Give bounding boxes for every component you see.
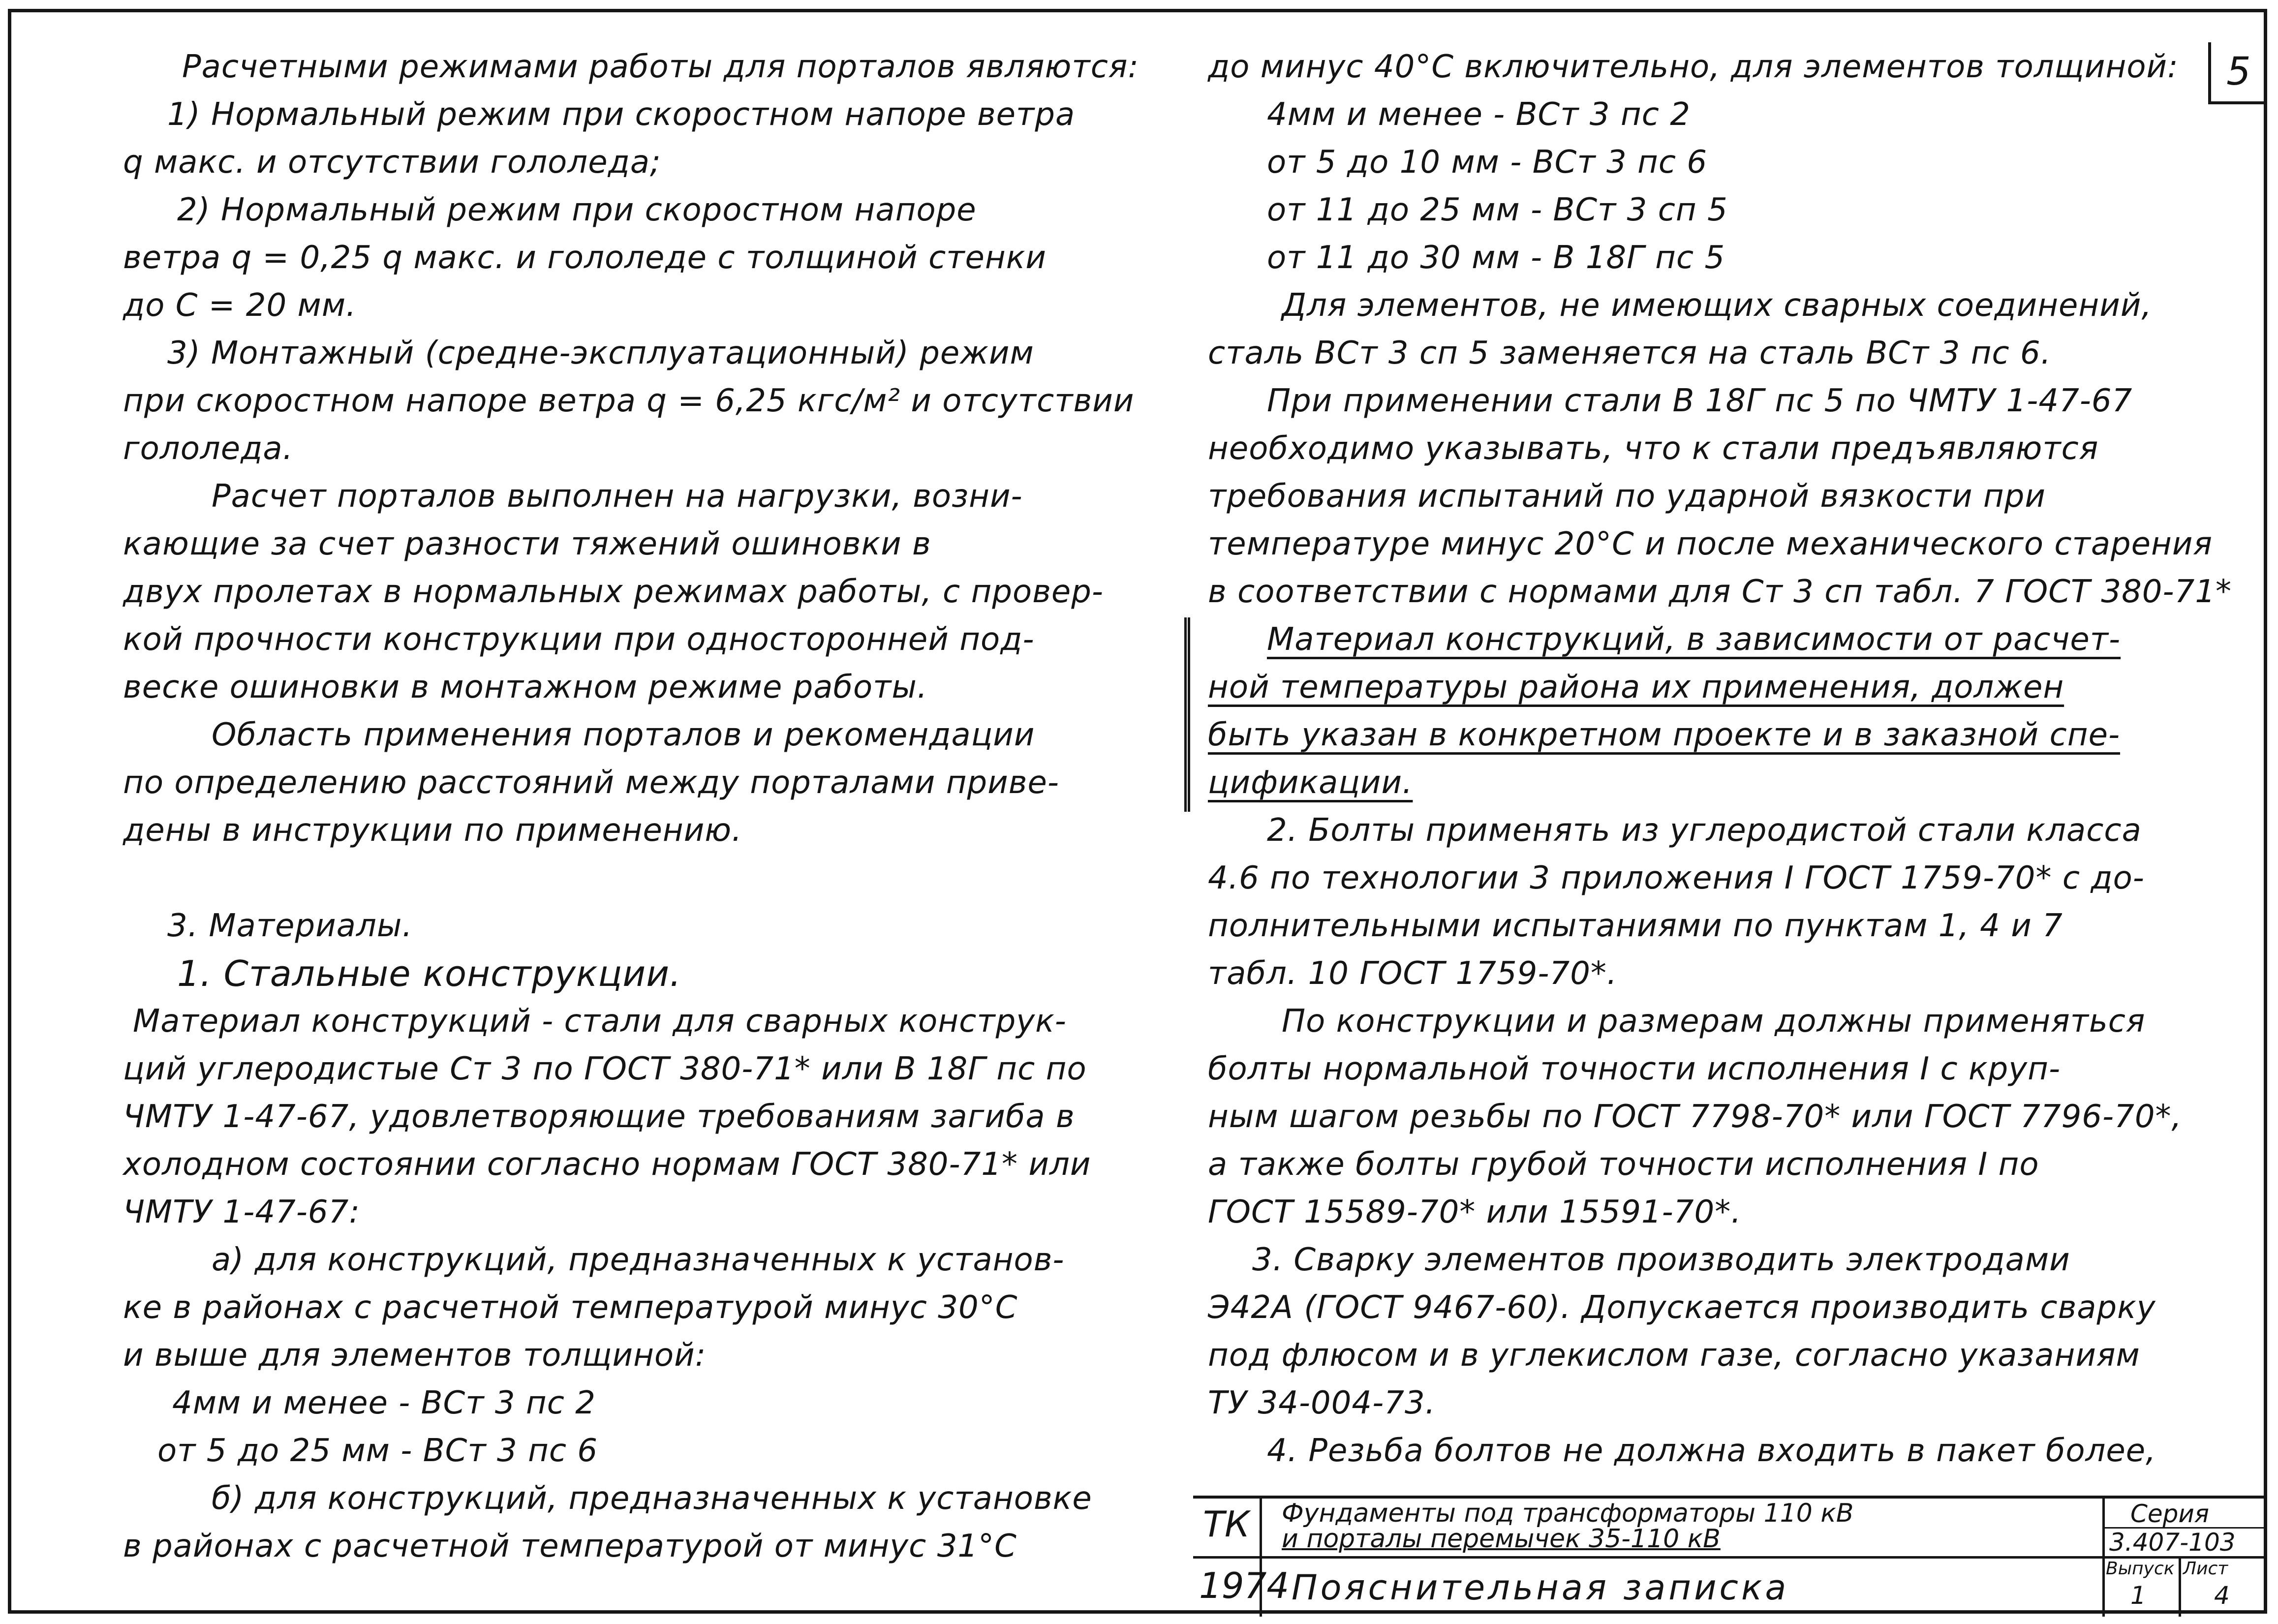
text-line: температуре минус 20°С и после механического старения [1208, 526, 2213, 562]
text-line: Расчет порталов выполнен на нагрузки, возни- [212, 478, 1023, 515]
sheet-label: Лист [2183, 1559, 2228, 1579]
text-line: кой прочности конструкции при односторонней под- [123, 621, 1035, 658]
text-line: Для элементов, не имеющих сварных соединений, [1282, 287, 2152, 324]
document-title: Фундаменты под трансформаторы 110 кВ [1282, 1499, 1854, 1528]
title-block [1193, 1496, 2267, 1614]
text-line: ке в районах с расчетной температурой минус 30°С [123, 1289, 1018, 1326]
text-line: холодном состоянии согласно нормам ГОСТ 380-71* или [123, 1146, 1091, 1183]
text-line: ТУ 34-004-73. [1208, 1385, 1436, 1421]
text-line: гололеда. [123, 430, 293, 467]
title-block-divider [2102, 1499, 2105, 1617]
text-line: Э42А (ГОСТ 9467-60). Допускается производить сварку [1208, 1289, 2156, 1326]
text-line: и выше для элементов толщиной: [123, 1337, 707, 1374]
text-line: По конструкции и размерам должны применяться [1282, 1003, 2146, 1040]
text-line: ным шагом резьбы по ГОСТ 7798-70* или ГОСТ 7796-70*, [1208, 1099, 2182, 1135]
text-line: от 11 до 25 мм - ВСт 3 сп 5 [1267, 192, 1728, 228]
text-line: Материал конструкций - стали для сварных конструк- [133, 1003, 1067, 1040]
text-line: требования испытаний по ударной вязкости при [1208, 478, 2046, 515]
underlined-line: Материал конструкций, в зависимости от расчет- [1267, 621, 2121, 658]
underlined-line: цификации. [1208, 765, 1413, 801]
revision-margin-mark [1184, 617, 1190, 812]
text-line: 2. Болты применять из углеродистой стали класса [1267, 812, 2142, 849]
text-line: 4.6 по технологии 3 приложения I ГОСТ 1759-70* с до- [1208, 860, 2145, 896]
underlined-line: быть указан в конкретном проекте и в заказной спе- [1208, 717, 2121, 753]
year: 1974 [1199, 1565, 1290, 1606]
text-line: а также болты грубой точности исполнения I по [1208, 1146, 2039, 1183]
text-line: При применении стали В 18Г пс 5 по ЧМТУ 1-47-67 [1267, 383, 2133, 419]
text-line: б) для конструкций, предназначенных к установке [212, 1480, 1092, 1517]
section-heading: 3. Материалы. [167, 908, 413, 944]
left-text-column [123, 43, 1137, 1570]
issue-label: Выпуск [2106, 1559, 2175, 1579]
text-line: при скоростном напоре ветра q = 6,25 кгс/м² и отсутствии [123, 383, 1135, 419]
text-line: до минус 40°С включительно, для элементов толщиной: [1208, 49, 2179, 85]
org-code: ТК [1203, 1503, 1250, 1545]
text-line: ЧМТУ 1-47-67, удовлетворяющие требованиям загиба в [123, 1099, 1075, 1135]
text-line: а) для конструкций, предназначенных к установ- [212, 1242, 1065, 1278]
text-line: 4мм и менее - ВСт 3 пс 2 [172, 1385, 596, 1421]
text-line: до С = 20 мм. [123, 287, 357, 324]
text-line: необходимо указывать, что к стали предъявляются [1208, 430, 2099, 467]
right-text-column [1208, 43, 2232, 1475]
text-line: от 5 до 10 мм - ВСт 3 пс 6 [1267, 144, 1708, 181]
document-subtitle: Пояснительная записка [1292, 1567, 1789, 1608]
text-line: 3. Сварку элементов производить электродами [1252, 1242, 2070, 1278]
text-line: кающие за счет разности тяжений ошиновки в [123, 526, 931, 562]
text-line: в соответствии с нормами для Ст 3 сп табл. 7 ГОСТ 380-71* [1208, 574, 2232, 610]
text-line: в районах с расчетной температурой от минус 31°С [123, 1528, 1017, 1564]
text-line: болты нормальной точности исполнения I с круп- [1208, 1051, 2061, 1087]
text-line: ветра q = 0,25 q макс. и гололеде с толщиной стенки [123, 240, 1047, 276]
series-value: 3.407-103 [2109, 1528, 2236, 1557]
text-line: 3) Монтажный (средне-эксплуатационный) режим [167, 335, 1034, 371]
title-block-divider [2179, 1556, 2181, 1617]
text-line: 1) Нормальный режим при скоростном напоре ветра [167, 96, 1076, 133]
text-line: ЧМТУ 1-47-67: [123, 1194, 360, 1230]
text-line: 2) Нормальный режим при скоростном напоре [177, 192, 977, 228]
text-line: q макс. и отсутствии гололеда; [123, 144, 661, 181]
text-line: от 5 до 25 мм - ВСт 3 пс 6 [157, 1433, 598, 1469]
document-title-cont: и порталы перемычек 35-110 кВ [1282, 1524, 1721, 1554]
text-line: под флюсом и в углекислом газе, согласно указаниям [1208, 1337, 2140, 1374]
underlined-line: ной температуры района их применения, должен [1208, 669, 2064, 705]
text-line: Область применения порталов и рекомендации [212, 717, 1035, 753]
text-line: дены в инструкции по применению. [123, 812, 742, 849]
text-line: сталь ВСт 3 сп 5 заменяется на сталь ВСт 3 пс 6. [1208, 335, 2052, 371]
issue-value: 1 [2130, 1581, 2146, 1610]
blank-line [123, 855, 1137, 902]
text-line: от 11 до 30 мм - В 18Г пс 5 [1267, 240, 1725, 276]
text-line: 4мм и менее - ВСт 3 пс 2 [1267, 96, 1691, 133]
text-line: веске ошиновки в монтажном режиме работы. [123, 669, 928, 705]
text-line: Расчетными режимами работы для порталов являются: [182, 49, 1139, 85]
subsection-heading: 1. Стальные конструкции. [177, 953, 681, 994]
text-line: ций углеродистые Ст 3 по ГОСТ 380-71* или В 18Г пс по [123, 1051, 1087, 1087]
series-label: Серия [2130, 1500, 2209, 1528]
sheet-value: 4 [2214, 1581, 2230, 1610]
text-line: ГОСТ 15589-70* или 15591-70*. [1208, 1194, 1742, 1230]
text-line: по определению расстояний между порталами приве- [123, 765, 1059, 801]
text-line: 4. Резьба болтов не должна входить в пакет более, [1267, 1433, 2156, 1469]
text-line: двух пролетах в нормальных режимах работы, с провер- [123, 574, 1104, 610]
text-line: полнительными испытаниями по пунктам 1, 4 и 7 [1208, 908, 2063, 944]
sheet-number: 5 [2226, 50, 2251, 94]
text-line: табл. 10 ГОСТ 1759-70*. [1208, 955, 1618, 992]
